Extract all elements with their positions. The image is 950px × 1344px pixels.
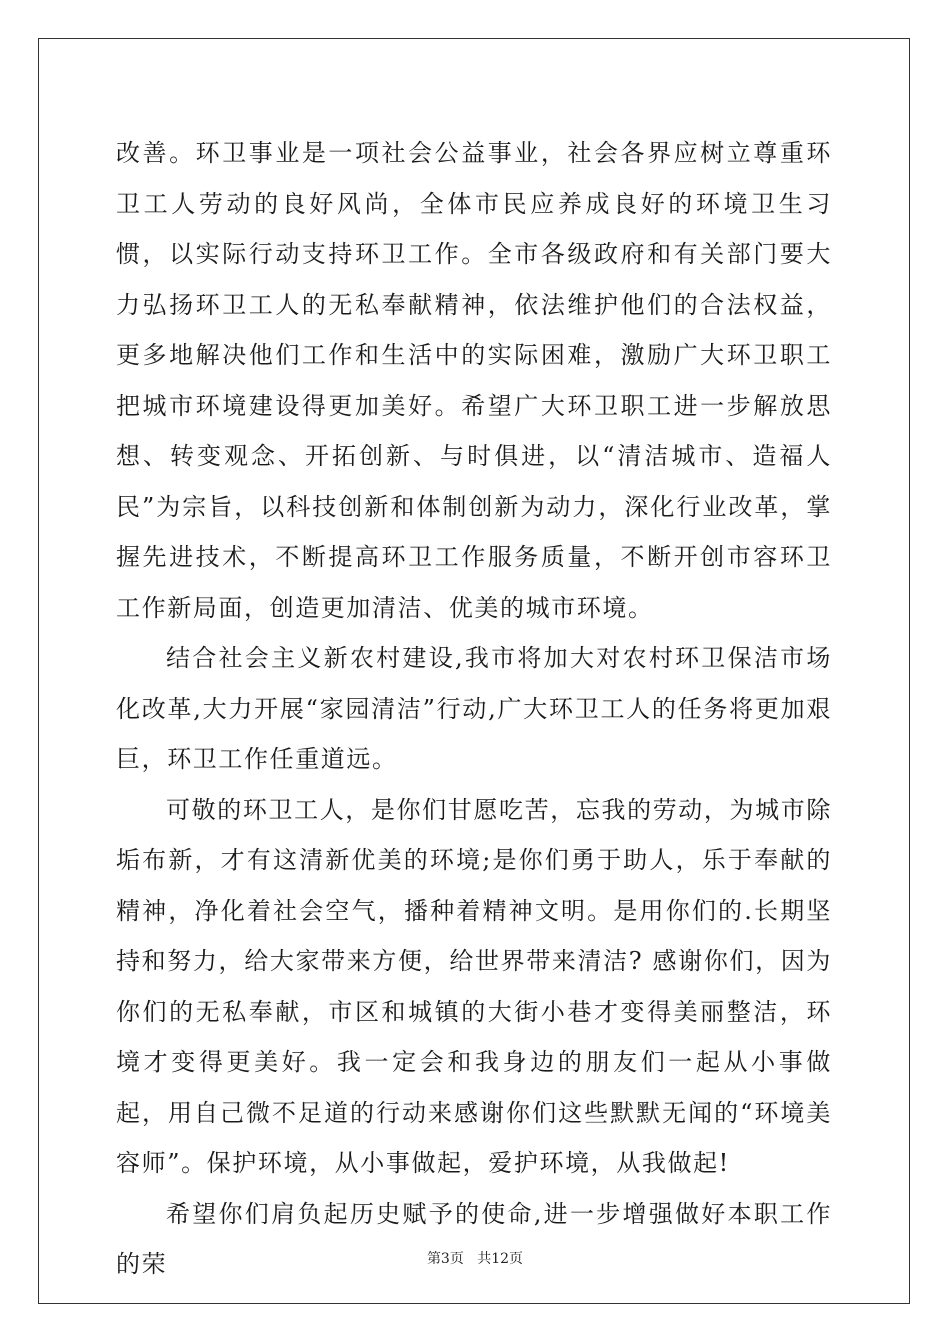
- page-number: 第3页: [426, 1251, 464, 1267]
- page-footer: [0, 1248, 950, 1268]
- paragraph-2: 结合社会主义新农村建设,我市将加大对农村环卫保洁市场化改革,大力开展“家园清洁”行动,广大环卫工人的任务将更加艰巨，环卫工作任重道远。: [116, 644, 832, 773]
- paragraph-1: 改善。环卫事业是一项社会公益事业，社会各界应树立尊重环卫工人劳动的良好风尚，全体市民应养成良好的环境卫生习惯，以实际行动支持环卫工作。全市各级政府和有关部门要大力弘扬环卫工人的无私奉献精神，依法维护他们的合法权益，更多地解决他们工作和生活中的实际困难，激励广大环卫职工把城市环境建设得更加美好。希望广大环卫职工进一步解放思想、转变观念、开拓创新、与时俱进，以“清洁城市、造福人民”为宗旨，以科技创新和体制创新为动力，深化行业改革，掌握先进技术，不断提高环卫工作服务质量，不断开创市容环卫工作新局面，创造更加清洁、优美的城市环境。: [116, 139, 832, 622]
- page-total: 共12页: [477, 1251, 524, 1267]
- document-body: [116, 128, 832, 1290]
- paragraph-3: 可敬的环卫工人，是你们甘愿吃苦，忘我的劳动，为城市除垢布新，才有这清新优美的环境;是你们勇于助人，乐于奉献的精神，净化着社会空气，播种着精神文明。是用你们的.长期坚持和努力，给大家带来方便，给世界带来清洁? 感谢你们，因为你们的无私奉献，市区和城镇的大街小巷才变得美丽整洁，环境才变得更美好。我一定会和我身边的朋友们一起从小事做起，用自己微不足道的行动来感谢你们这些默默无闻的“环境美容师”。保护环境，从小事做起，爱护环境，从我做起!: [116, 795, 832, 1177]
- paragraph-4: 希望你们肩负起历史赋予的使命,进一步增强做好本职工作的荣: [116, 1199, 832, 1278]
